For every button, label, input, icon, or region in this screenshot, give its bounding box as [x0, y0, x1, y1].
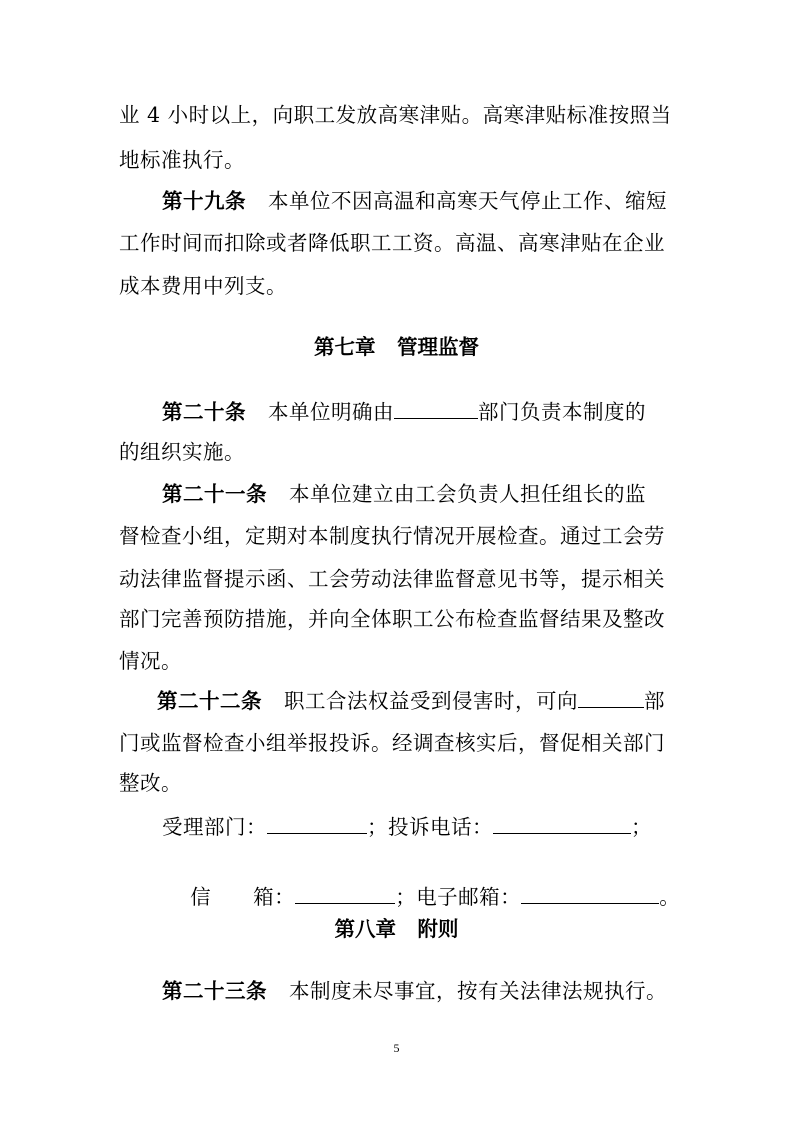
paragraph-line: 门或监督检查小组举报投诉。经调查核实后，督促相关部门 [119, 731, 665, 755]
separator: ； [367, 815, 388, 839]
article-19-number: 第十九条 [162, 189, 246, 213]
email-field[interactable] [521, 883, 659, 904]
article-20-text-b: 部门负责本制度的 [478, 400, 646, 424]
article-20-line-1 [162, 398, 674, 426]
article-20-text-a: 本单位明确由 [268, 400, 394, 424]
receiving-department-field[interactable] [267, 813, 367, 834]
blank-field-department[interactable] [394, 398, 478, 419]
article-21-line-1 [162, 480, 674, 508]
article-22-number: 第二十二条 [157, 689, 262, 713]
article-23-line-1 [162, 977, 674, 1005]
article-20-number: 第二十条 [162, 400, 246, 424]
paragraph-line: 情况。 [119, 649, 182, 673]
article-19-line-1 [162, 187, 674, 215]
separator: ； [395, 885, 417, 909]
paragraph-line: 成本费用中列支。 [119, 274, 287, 298]
article-21-text: 本单位建立由工会负责人担任组长的监 [289, 482, 646, 506]
paragraph-line: 的组织实施。 [119, 440, 245, 464]
receiving-department-label: 受理部门： [162, 815, 267, 839]
paragraph-line: 动法律监督提示函、工会劳动法律监督意见书等，提示相关 [119, 567, 665, 591]
complaint-phone-field[interactable] [493, 813, 631, 834]
separator: 。 [659, 885, 681, 909]
chapter-8-heading: 第八章 附则 [334, 917, 459, 941]
article-21-number: 第二十一条 [162, 482, 267, 506]
paragraph-line: 工作时间而扣除或者降低职工工资。高温、高寒津贴在企业 [119, 231, 665, 255]
article-23-text: 本制度未尽事宜，按有关法律法规执行。 [289, 979, 667, 1003]
article-22-text-b: 部 [644, 689, 665, 713]
article-22-text-a: 职工合法权益受到侵害时，可向 [284, 689, 578, 713]
mailbox-label: 信 箱： [190, 885, 296, 909]
paragraph-line: 业 4 小时以上，向职工发放高寒津贴。高寒津贴标准按照当 [119, 103, 672, 127]
page-number: 5 [393, 1041, 400, 1055]
contact-line-1 [162, 813, 674, 841]
paragraph-line: 部门完善预防措施，并向全体职工公布检查监督结果及整改 [119, 607, 665, 631]
complaint-phone-label: 投诉电话： [388, 815, 493, 839]
separator: ； [631, 815, 652, 839]
email-label: 电子邮箱： [416, 885, 522, 909]
paragraph-line: 地标准执行。 [119, 148, 245, 172]
mailbox-field[interactable] [295, 883, 395, 904]
article-22-line-1 [157, 687, 674, 715]
paragraph-line: 整改。 [119, 771, 182, 795]
chapter-7-heading: 第七章 管理监督 [314, 335, 479, 359]
article-19-text: 本单位不因高温和高寒天气停止工作、缩短 [268, 189, 667, 213]
blank-field-department[interactable] [578, 687, 644, 708]
article-23-number: 第二十三条 [162, 979, 267, 1003]
paragraph-line: 督检查小组，定期对本制度执行情况开展检查。通过工会劳 [119, 524, 665, 548]
